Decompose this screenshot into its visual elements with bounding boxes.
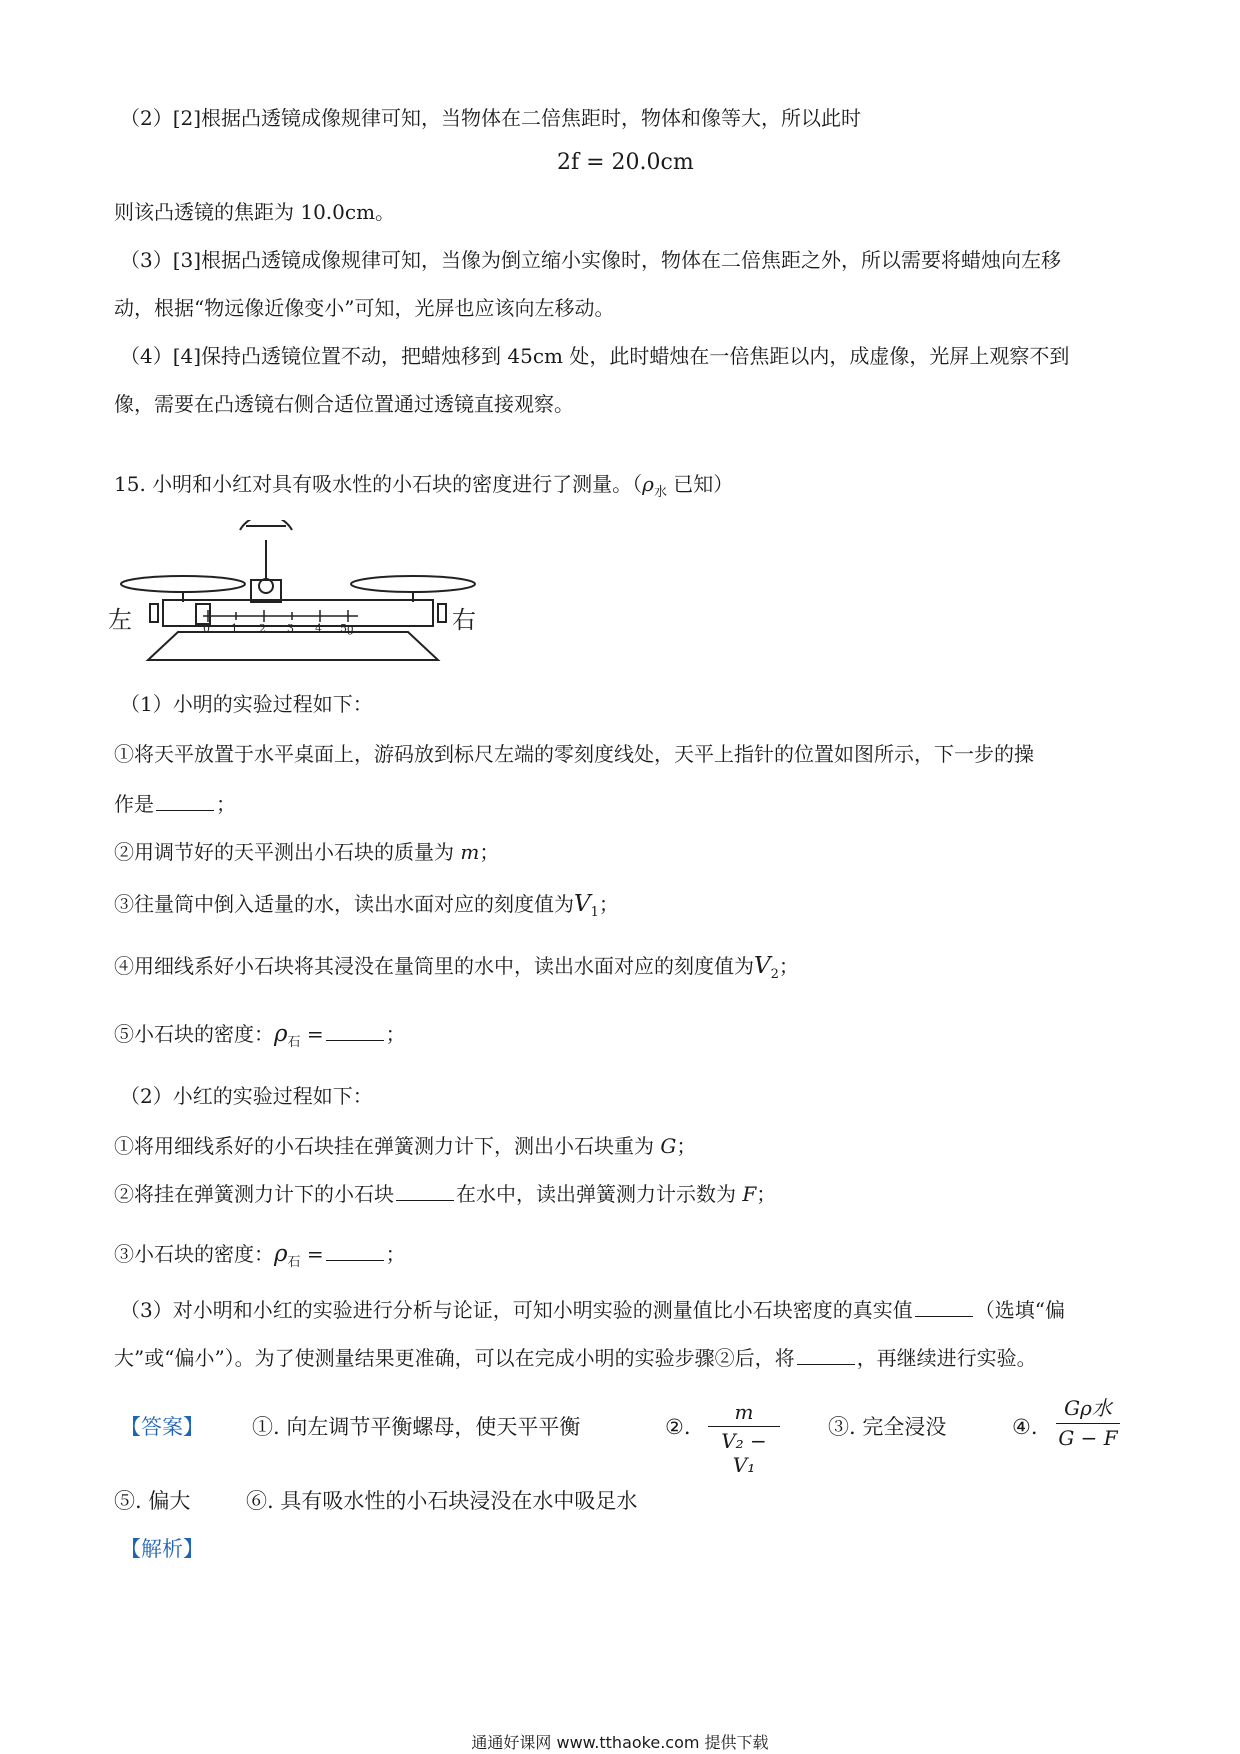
subscript: 水 bbox=[653, 485, 667, 500]
tick-label: 3 bbox=[287, 622, 294, 635]
denominator: V₂ − V₁ bbox=[721, 1429, 767, 1477]
subscript: 石 bbox=[287, 1255, 301, 1270]
answer-blank bbox=[797, 1344, 855, 1365]
answer-3: ③. 完全浸没 bbox=[828, 1415, 947, 1439]
analysis-label: 【解析】 bbox=[120, 1537, 204, 1561]
variable: V bbox=[574, 891, 591, 917]
question-text: 15. 小明和小红对具有吸水性的小石块的密度进行了测量。（ bbox=[114, 472, 643, 496]
answer-label: 【答案】 bbox=[120, 1415, 204, 1439]
text: ； bbox=[385, 1242, 406, 1266]
answer-blank bbox=[156, 790, 214, 811]
text: ； bbox=[756, 1182, 777, 1206]
tick-label: 2 bbox=[259, 622, 266, 635]
text: 在水中，读出弹簧测力计示数为 bbox=[456, 1182, 743, 1206]
balance-figure bbox=[108, 520, 488, 670]
variable: F bbox=[742, 1182, 757, 1206]
text-line: ①将天平放置于水平桌面上，游码放到标尺左端的零刻度线处，天平上指针的位置如图所示，下一步的操 bbox=[114, 742, 1034, 766]
text-line: （1）小明的实验过程如下： bbox=[120, 692, 373, 716]
text: ； bbox=[676, 1134, 697, 1158]
rho-symbol: ρ bbox=[274, 1021, 288, 1047]
text: 作是 bbox=[114, 792, 154, 816]
text-line: （2）[2]根据凸透镜成像规律可知，当物体在二倍焦距时，物体和像等大，所以此时 bbox=[120, 106, 862, 130]
tick-label: 0 bbox=[203, 622, 210, 635]
variable: V bbox=[754, 953, 771, 979]
text: ⑤小石块的密度： bbox=[114, 1022, 274, 1046]
answer-2: ②. bbox=[665, 1415, 691, 1439]
numerator: Gρ水 bbox=[1064, 1396, 1112, 1420]
answer-4: ④. bbox=[1012, 1415, 1038, 1439]
step-line bbox=[114, 1132, 696, 1160]
text: ； bbox=[778, 954, 799, 978]
step-line bbox=[114, 838, 499, 866]
text-line: 像，需要在凸透镜右侧合适位置通过透镜直接观察。 bbox=[114, 392, 574, 416]
tick-label: 1 bbox=[231, 622, 238, 635]
text: = bbox=[300, 1242, 324, 1266]
formula: 2f = 20.0cm bbox=[557, 150, 694, 175]
text: ； bbox=[385, 1022, 406, 1046]
text: ； bbox=[479, 840, 500, 864]
step-line bbox=[114, 952, 799, 989]
fraction-bar bbox=[1056, 1423, 1120, 1424]
text: ； bbox=[598, 892, 619, 916]
footer: 通通好课网 www.tthaoke.com 提供下载 bbox=[471, 1733, 769, 1752]
question-15 bbox=[114, 470, 733, 507]
text-line: （3）[3]根据凸透镜成像规律可知，当像为倒立缩小实像时，物体在二倍焦距之外，所以需要将蜡烛向左移 bbox=[120, 248, 1062, 272]
numerator: m bbox=[734, 1400, 754, 1424]
answer-blank bbox=[915, 1296, 973, 1317]
answer-5: ⑤. 偏大 bbox=[114, 1489, 191, 1513]
variable: G bbox=[660, 1134, 677, 1158]
subscript: 2 bbox=[770, 967, 779, 982]
text: ③小石块的密度： bbox=[114, 1242, 274, 1266]
answer-1: ①. 向左调节平衡螺母，使天平平衡 bbox=[252, 1415, 581, 1439]
step-line bbox=[114, 890, 619, 927]
left-label: 左 bbox=[108, 606, 132, 634]
text: ； bbox=[216, 792, 236, 816]
step-line bbox=[120, 1296, 1065, 1324]
text: ，再继续进行实验。 bbox=[856, 1346, 1037, 1370]
text: 大”或“偏小”）。为了使测量结果更准确，可以在完成小明的实验步骤②后，将 bbox=[114, 1346, 795, 1370]
tick-label: 5g bbox=[340, 622, 355, 635]
text: （3）对小明和小红的实验进行分析与论证，可知小明实验的测量值比小石块密度的真实值 bbox=[120, 1298, 913, 1322]
step-line bbox=[114, 1180, 776, 1208]
answer-blank bbox=[326, 1240, 384, 1261]
denominator: G − F bbox=[1058, 1426, 1118, 1450]
text: （选填“偏 bbox=[974, 1298, 1065, 1322]
subscript: 石 bbox=[287, 1035, 301, 1050]
text-line: 则该凸透镜的焦距为 10.0cm。 bbox=[114, 200, 396, 224]
answer-blank bbox=[326, 1020, 384, 1041]
fraction-bar bbox=[708, 1426, 780, 1427]
answer-blank bbox=[396, 1180, 454, 1201]
rho-symbol: ρ bbox=[274, 1241, 288, 1267]
text: ②用调节好的天平测出小石块的质量为 bbox=[114, 840, 461, 864]
step-line bbox=[114, 1344, 1037, 1372]
step-line bbox=[114, 1020, 406, 1057]
text: ④用细线系好小石块将其浸没在量筒里的水中，读出水面对应的刻度值为 bbox=[114, 954, 754, 978]
text: ③往量筒中倒入适量的水，读出水面对应的刻度值为 bbox=[114, 892, 574, 916]
answer-2-fraction bbox=[708, 1400, 780, 1477]
step-line bbox=[114, 790, 236, 818]
answer-4-fraction bbox=[1056, 1392, 1120, 1450]
text: ②将挂在弹簧测力计下的小石块 bbox=[114, 1182, 394, 1206]
text-line: 动，根据“物远像近像变小”可知，光屏也应该向左移动。 bbox=[114, 296, 615, 320]
answer-6: ⑥. 具有吸水性的小石块浸没在水中吸足水 bbox=[246, 1489, 638, 1513]
rho-symbol: ρ bbox=[642, 472, 654, 496]
subscript: 1 bbox=[590, 905, 599, 920]
question-end: 已知） bbox=[666, 472, 734, 496]
text-line: （2）小红的实验过程如下： bbox=[120, 1084, 373, 1108]
step-line bbox=[114, 1240, 406, 1277]
variable: m bbox=[460, 840, 480, 864]
text-line: （4）[4]保持凸透镜位置不动，把蜡烛移到 45cm 处，此时蜡烛在一倍焦距以内，成虚像，光屏上观察不到 bbox=[120, 344, 1070, 368]
text: = bbox=[300, 1022, 324, 1046]
text: ①将用细线系好的小石块挂在弹簧测力计下，测出小石块重为 bbox=[114, 1134, 661, 1158]
right-label: 右 bbox=[452, 606, 476, 634]
tick-label: 4 bbox=[315, 622, 322, 635]
